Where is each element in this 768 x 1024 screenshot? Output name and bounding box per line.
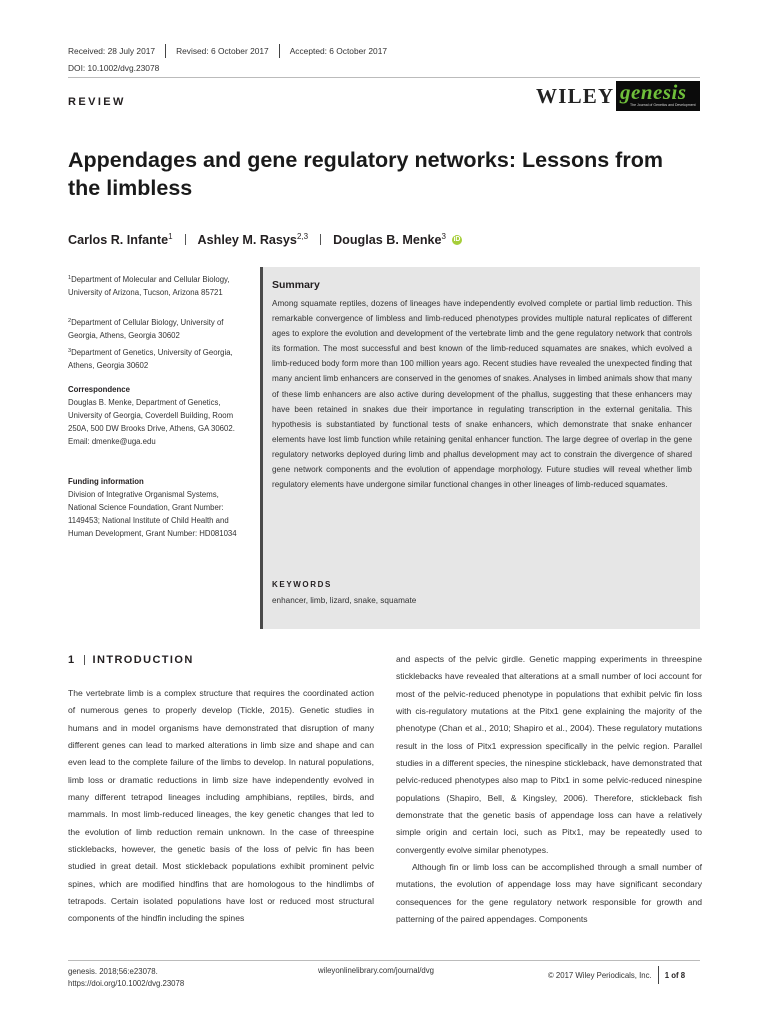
- funding-label: Funding information: [68, 477, 144, 486]
- paragraph: The vertebrate limb is a complex structure that requires the coordinated action of numerous genes to properly develop (Tickle, 2015). Genetic studies in humans and in model organisms have demonstrated that disruption of many different genes can lead to marked alterations in limb size and shape and can even lead to the complete failure of the limbs to develop. In natural populations, limb loss or dramatic reductions in limb size have independently evolved in many different tetrapod lineages including amphibians, reptiles, birds, and mammals. In most limb-reduced lineages, the key genetic changes that led to the evolution of limb reduction remain unknown. In the case of threespine sticklebacks, however, the genetic basis of the loss of pelvic fin has been studied in great detail. Most stickleback populations exhibit prominent pelvic spines, which are modified hindfins that are homologous to the hindlimbs of tetrapods. Certain isolated populations have lost or reduced most structural components of the hindfin including the spines: [68, 688, 374, 924]
- header-rule: [68, 77, 700, 78]
- page-number: 1 of 8: [664, 970, 686, 980]
- affiliation-3: $^3$Department of Genetics, University of Georgia, Athens, Georgia 30602: [68, 348, 233, 370]
- paragraph: Although fin or limb loss can be accomplished through a small number of mutations, the evolution of appendage loss may have significant secondary consequences for the gene regulatory network responsible for growth and patterning of the paired appendages. Components: [396, 862, 702, 925]
- footer-right: [548, 966, 685, 984]
- body-column-right: [396, 651, 702, 929]
- divider: [84, 655, 85, 665]
- journal-logo: genesis: [620, 80, 687, 104]
- summary-text: Among squamate reptiles, dozens of lineages have independently evolved complete or partial limb reduction. This remarkable convergence of limbless and limb-reduced phenotypes provides multiple natural replicates of different ages to explore the evolution and development of the vertebrate limb and the gene regulatory network that controls its formation. The most successful and best known of the limb-reduced squamates are snakes, which evolved a limb-reduced body form more than 100 million years ago. Recent studies have revealed the unexpected finding that many ancient limb enhancers are conserved in the genomes of snakes. Analyses in limbed animals show that many of these limb enhancers are also active during development of the phallus, suggesting that these enhancers may have been retained in snakes due their importance in regulating transcription in the external genitalia. This hypothesis is substantiated by functional tests of snake enhancers, which demonstrate that snake enhancer elements have lost limb function while retaining genital enhancer function. The large degree of overlap in the gene regulatory networks deployed during limb and phallus development may act to constrain the divergence of shared gene network components and the evolution of appendage morphology. Future studies will reveal whether limb regulatory elements have undergone similar functional changes in other lineages of limb-reduced squamates.: [272, 299, 692, 490]
- accepted-date: Accepted: 6 October 2017: [289, 46, 388, 56]
- divider: [320, 234, 321, 245]
- correspondence-label: Correspondence: [68, 385, 130, 394]
- doi-link[interactable]: https://doi.org/10.1002/dvg.23078: [68, 979, 185, 988]
- section-title: INTRODUCTION: [92, 654, 194, 666]
- footer-rule: [68, 960, 700, 961]
- summary-heading: Summary: [272, 279, 320, 291]
- journal-site-link[interactable]: wileyonlinelibrary.com/journal/dvg: [318, 966, 434, 975]
- affiliation-2: $^2$Department of Cellular Biology, University of Georgia, Athens, Georgia 30602: [68, 318, 224, 340]
- publisher-logo: WILEY: [536, 84, 615, 108]
- body-column-left: [68, 685, 374, 928]
- author-name[interactable]: Carlos R. Infante$^1$: [68, 232, 173, 247]
- article-history: [68, 44, 387, 58]
- footer-citation: [68, 966, 184, 990]
- revised-date: Revised: 6 October 2017: [176, 46, 269, 56]
- doi-header[interactable]: DOI: 10.1002/dvg.23078: [68, 63, 160, 73]
- journal-logo-subtitle: The Journal of Genetics and Development: [630, 103, 696, 107]
- divider: [165, 44, 166, 58]
- orcid-icon[interactable]: iD: [453, 235, 461, 243]
- keywords-heading: KEYWORDS: [272, 580, 332, 589]
- funding-block: [68, 475, 244, 540]
- author-name[interactable]: Douglas B. Menke$^3$: [333, 232, 446, 247]
- received-date: Received: 28 July 2017: [68, 46, 156, 56]
- copyright: © 2017 Wiley Periodicals, Inc.: [548, 970, 652, 980]
- correspondence-text: Douglas B. Menke, Department of Genetics, University of Georgia, Coverdell Building, Room 250A, 500 DW Brooks Drive, Athens, GA 30602.: [68, 398, 235, 433]
- correspondence-email[interactable]: Email: dmenke@uga.edu: [68, 437, 156, 446]
- article-title: Appendages and gene regulatory networks: Lessons from the limbless: [68, 148, 663, 200]
- section-label: REVIEW: [68, 96, 126, 108]
- affiliation-1: $^1$Department of Molecular and Cellular Biology, University of Arizona, Tucson, Arizona 85721: [68, 275, 230, 297]
- funding-text: Division of Integrative Organismal Systems, National Science Foundation, Grant Number: 1149453; National Institute of Child Health and Human Development, Grant Number: HD081034: [68, 490, 237, 538]
- author-name[interactable]: Ashley M. Rasys$^{2,3}$: [197, 232, 309, 247]
- journal-citation: genesis. 2018;56:e23078.: [68, 967, 158, 976]
- divider: [658, 966, 659, 984]
- divider: [279, 44, 280, 58]
- author-list: [68, 232, 462, 247]
- divider: [185, 234, 186, 245]
- keywords-text: enhancer, limb, lizard, snake, squamate: [272, 596, 417, 605]
- section-number: 1: [68, 654, 76, 666]
- paragraph: and aspects of the pelvic girdle. Genetic mapping experiments in threespine sticklebacks have revealed that alterations at a small number of loci account for most of the pelvic-reduced phenotype in populations that exhibit pelvic fin loss with cis-regulatory mutations at the Pitx1 gene explaining the majority of the phenotype (Chan et al., 2010; Shapiro et al., 2004). These regulatory mutations result in the loss of Pitx1 expression specifically in the pelvic region. Parallel studies in a different species, the ninespine stickleback, have demonstrated that pelvic-reduced phenotypes also map to Pitx1 in some pelvic-reduced ninespine populations (Shapiro, Bell, & Kingsley, 2006). Therefore, stickleback fish demonstrate that the genetic basis of appendage loss can have a relatively simple origin and certain loci, such as Pitx1, may be repeatedly used to convergently evolve similar phenotypes.: [396, 654, 702, 855]
- correspondence-block: [68, 383, 244, 448]
- section-heading-introduction: [68, 654, 194, 666]
